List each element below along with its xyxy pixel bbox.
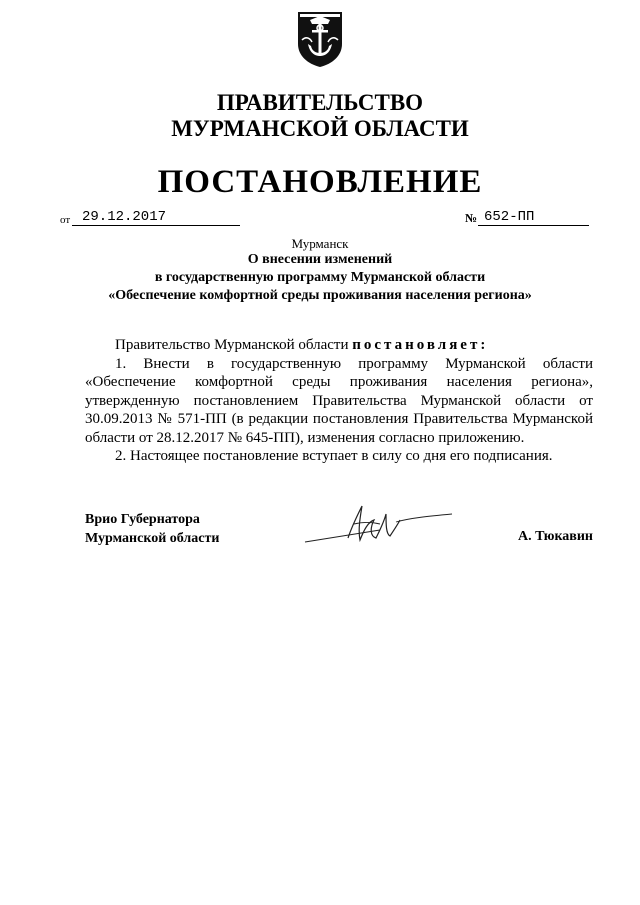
body-paragraph-2: 2. Настоящее постановление вступает в силу со дня его подписания. [115, 448, 553, 464]
intro-text: Правительство Мурманской области [115, 337, 353, 353]
city-label: Мурманск [291, 236, 349, 251]
document-number: 652-ПП [478, 209, 589, 226]
signatory-role-line2: Мурманской области [85, 531, 220, 546]
document-body [85, 336, 593, 466]
organization-name-line2: МУРМАНСКОЙ ОБЛАСТИ [171, 116, 469, 141]
document-title-line1: О внесении изменений [247, 252, 393, 267]
signatory-role [85, 510, 219, 548]
body-intro [85, 336, 593, 355]
handwritten-signature-icon [300, 500, 460, 550]
document-type-heading: ПОСТАНОВЛЕНИЕ [157, 164, 483, 200]
signatory-name: А. Тюкавин [518, 529, 593, 544]
date-number-row [60, 208, 585, 228]
document-title-line3: «Обеспечение комфортной среды проживания населения региона» [108, 288, 532, 303]
number-prefix: № [465, 211, 478, 225]
document-date: 29.12.2017 [72, 209, 240, 226]
date-prefix: от [60, 214, 71, 226]
intro-resolves: постановляет: [352, 337, 489, 353]
coat-of-arms-icon [296, 10, 344, 68]
organization-name-line1: ПРАВИТЕЛЬСТВО [216, 90, 424, 115]
document-title-line2: в государственную программу Мурманской области [154, 270, 486, 285]
signatory-role-line1: Врио Губернатора [85, 512, 200, 527]
body-paragraph-1: 1. Внести в государственную программу Мурманской области «Обеспечение комфортной среды проживания населения региона», утвержденную постановлением Правительства Мурманской области от 30.09.2013 № 571-ПП (в редакции постановления Правительства Мурманской области от 28.12.2017 № 645-ПП), изменения согласно приложению. [85, 355, 593, 446]
